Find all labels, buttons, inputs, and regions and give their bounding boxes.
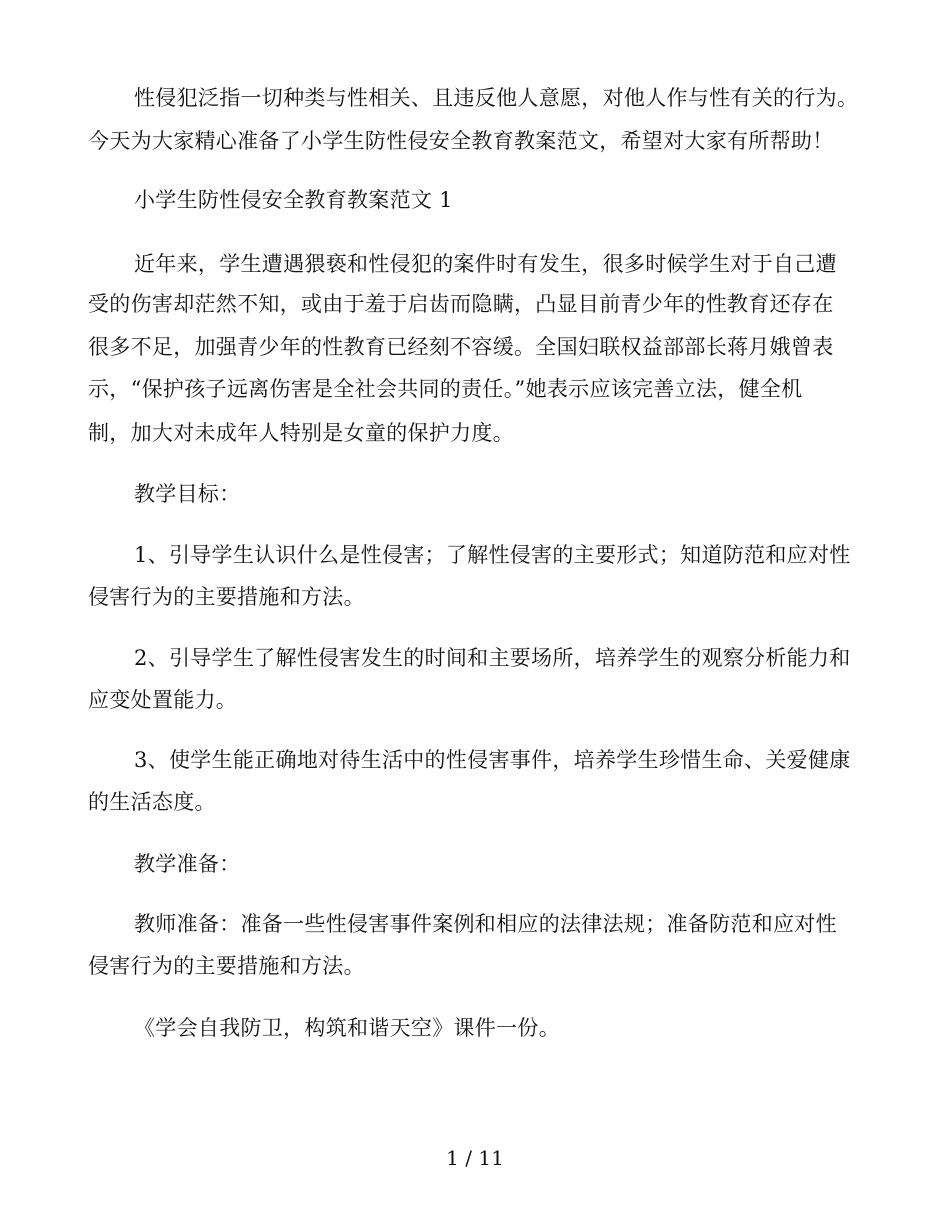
background-line-2: 受的伤害却茫然不知，或由于羞于启齿而隐瞒，凸显目前青少年的性教育还存在 (88, 292, 834, 316)
background-line-1: 近年来，学生遭遇猥亵和性侵犯的案件时有发生，很多时候学生对于自己遭 (134, 252, 837, 276)
page-indicator: 1 / 11 (446, 1146, 504, 1170)
section-title: 小学生防性侵安全教育教案范文 1 (134, 188, 453, 212)
goal-2-line-2: 应变处置能力。 (88, 688, 238, 712)
teacher-prep-line-2: 侵害行为的主要措施和方法。 (88, 954, 365, 978)
goal-2-line-1: 2、引导学生了解性侵害发生的时间和主要场所，培养学生的观察分析能力和 (134, 646, 851, 670)
goal-3-line-1: 3、使学生能正确地对待生活中的性侵害事件，培养学生珍惜生命、关爱健康 (134, 748, 851, 772)
teacher-prep-line-1: 教师准备：准备一些性侵害事件案例和相应的法律法规；准备防范和应对性 (134, 912, 837, 936)
goals-heading: 教学目标： (134, 482, 241, 506)
intro-line-2: 今天为大家精心准备了小学生防性侵安全教育教案范文，希望对大家有所帮助！ (88, 129, 834, 153)
courseware-line: 《学会自我防卫，构筑和谐天空》课件一份。 (134, 1016, 560, 1040)
goal-3-line-2: 的生活态度。 (88, 790, 216, 814)
goal-1-line-1: 1、引导学生认识什么是性侵害；了解性侵害的主要形式；知道防范和应对性 (134, 543, 851, 567)
prep-heading: 教学准备： (134, 852, 241, 876)
background-line-3: 很多不足，加强青少年的性教育已经刻不容缓。全国妇联权益部部长蒋月娥曾表 (88, 335, 834, 359)
goal-1-line-2: 侵害行为的主要措施和方法。 (88, 585, 365, 609)
intro-line-1: 性侵犯泛指一切种类与性相关、且违反他人意愿，对他人作与性有关的行为。 (134, 86, 859, 110)
background-line-4: 示，“保护孩子远离伤害是全社会共同的责任。”她表示应该完善立法，健全机 (88, 377, 803, 401)
background-line-5: 制，加大对未成年人特别是女童的保护力度。 (88, 421, 514, 445)
